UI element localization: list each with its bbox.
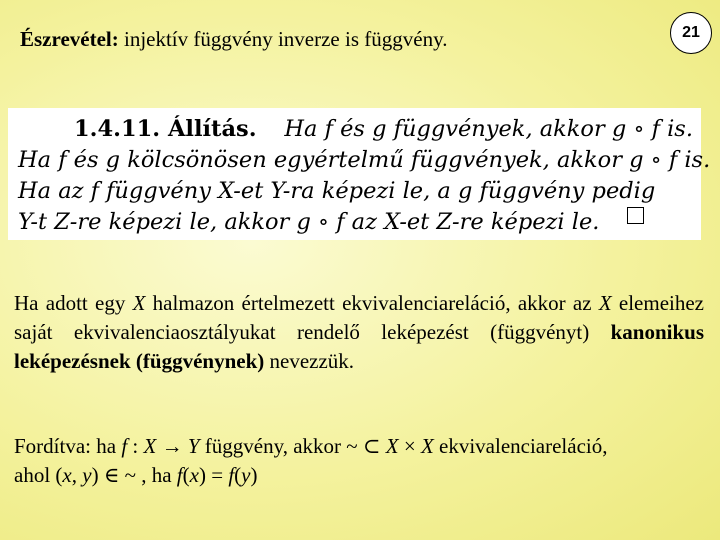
page-number-badge [670, 12, 712, 54]
para-text-4: nevezzük. [264, 349, 355, 373]
para-text-1: Ha adott egy [14, 291, 133, 315]
conv-text: ahol ( [14, 463, 63, 487]
conv-var: f [121, 434, 128, 458]
theorem-line-3 [18, 176, 693, 207]
theorem-line-2 [18, 145, 711, 176]
conv-text: ) ∈ ~ , ha [91, 463, 177, 487]
para-var-x2: X [598, 291, 612, 315]
conv-var: f [228, 463, 235, 487]
theorem-label: 1.4.11. Állítás. [74, 116, 257, 142]
theorem-text-3: Ha az f függvény X-et Y-ra képezi le, a g függvény pedig [18, 178, 656, 204]
theorem-text-4: Y-t Z-re képezi le, akkor g ∘ f az X-et Z-re képezi le. [18, 209, 600, 235]
conv-var: Y [187, 434, 200, 458]
conv-arrow: → [156, 434, 188, 458]
conv-var: y [241, 463, 251, 487]
converse-line-1 [14, 432, 714, 461]
definition-paragraph [14, 289, 704, 376]
conv-text: ekvivalenciareláció, [433, 434, 608, 458]
para-text-2: halmazon értelmezett ekvivalenciareláció, akkor az [145, 291, 599, 315]
converse-line-2 [14, 461, 714, 490]
theorem-text-2: Ha f és g kölcsönösen egyértelmű függvények, akkor g ∘ f is. [18, 147, 711, 173]
converse-statement [14, 432, 714, 490]
page-number: 21 [682, 24, 700, 41]
conv-text: , [71, 463, 83, 487]
title-text: injektív függvény inverze is függvény. [118, 27, 448, 51]
conv-times: × [398, 434, 421, 458]
slide-title [20, 27, 447, 52]
conv-var: f [176, 463, 183, 487]
conv-text: ( [234, 463, 242, 487]
conv-var: X [143, 434, 157, 458]
title-label: Észrevétel: [20, 27, 119, 51]
conv-text: ( [182, 463, 190, 487]
conv-var: X [420, 434, 434, 458]
conv-var: X [385, 434, 399, 458]
conv-text: ) = [198, 463, 229, 487]
para-defined-term: kanonikus leképezésnek (függvénynek) [14, 320, 704, 373]
theorem-box [8, 108, 711, 240]
theorem-text-1: Ha f és g függvények, akkor g ∘ f is. [284, 116, 693, 142]
theorem-line-1 [18, 114, 693, 145]
conv-var: x [62, 463, 72, 487]
theorem-line-4 [18, 207, 693, 238]
conv-var: y [82, 463, 92, 487]
conv-text: Fordítva: ha [14, 434, 122, 458]
conv-text: ) [250, 463, 258, 487]
qed-square-icon [627, 207, 644, 224]
para-var-x1: X [132, 291, 146, 315]
para-text-3: elemeihez saját ekvivalenciaosztályukat rendelő leképezést (függvényt) [14, 291, 705, 344]
conv-var: x [189, 463, 199, 487]
conv-text: : [127, 434, 144, 458]
conv-text: függvény, akkor ~ ⊂ [199, 434, 386, 458]
